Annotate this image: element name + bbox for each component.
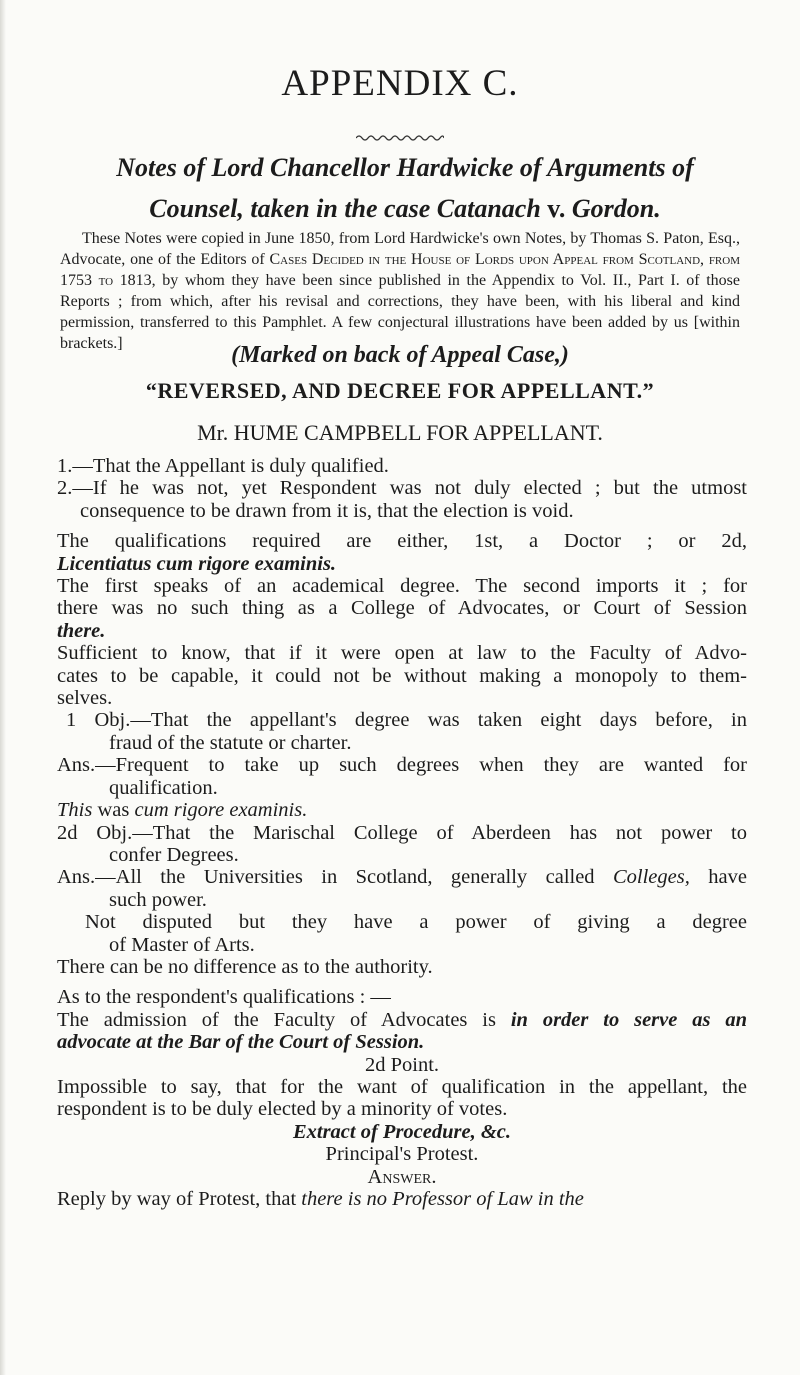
wavy-rule-ornament [356, 134, 444, 142]
text-plain: have [689, 866, 747, 889]
reversed-decree: “REVERSED, AND DECREE FOR APPELLANT.” [145, 378, 655, 403]
text-plain: Reply by way of Protest, that [57, 1188, 302, 1210]
text-line: Impossible to say, that for the want of qualification in the appellant, the [57, 1075, 747, 1098]
text-line: The first speaks of an academical degree. The second imports it ; for [57, 575, 747, 598]
document-heading [60, 147, 750, 229]
counsel-heading [0, 420, 800, 446]
text-line: there was no such thing as a College of Advocates, or Court of Session [57, 597, 747, 620]
text-line: The qualifications required are either, 1st, a Doctor ; or 2d, [57, 530, 747, 553]
text-plain: The admission of the Faculty of Advocates is [57, 1008, 511, 1031]
text-line [57, 866, 747, 888]
text-line [57, 1188, 747, 1210]
marked-note: (Marked on back of Appeal Case,) [231, 342, 569, 368]
text-italic: cum rigore examinis. [134, 799, 308, 822]
heading-line-1: Notes of Lord Chancellor Hardwicke of Arguments of [116, 153, 694, 182]
text-line: respondent is to be duly elected by a minority of votes. [57, 1098, 508, 1121]
text-line: Licentiatus cum rigore examinis. [57, 552, 337, 575]
intro-text-smallcaps: Cases Decided in the House of Lords upon Appeal from Scotland, from 1753 to 1813, [60, 251, 740, 289]
text-line [57, 1009, 747, 1031]
heading-line-2b: Gordon. [565, 194, 661, 223]
text-line [57, 799, 747, 821]
intro-paragraph [60, 228, 740, 354]
page-title: APPENDIX C. [281, 63, 519, 104]
text-line: 2d Obj.—That the Marischal College of Aberdeen has not power to [57, 821, 747, 844]
text-line: of Master of Arts. [109, 933, 255, 956]
text-line: As to the respondent's qualifications : — [57, 986, 391, 1009]
text-line: Sufficient to know, that if it were open at law to the Faculty of Advo- [57, 642, 747, 665]
text-line: 2.—If he was not, yet Respondent was not duly elected ; but the utmost [57, 477, 747, 500]
text-italic: This [57, 799, 93, 822]
intro-text-a: These Notes were copied in June 1850, from Lord Hardwicke's own Notes, by Thomas S. Paton, Esq., Advocate, one of the Editors of [60, 230, 740, 268]
heading-line-2a: Counsel, taken in the case Catanach [149, 194, 548, 223]
text-line: 1.—That the Appellant is duly qualified. [57, 455, 389, 477]
counsel-name: HUME CAMPBELL FOR APPELLANT. [233, 420, 603, 445]
text-line: Answer. [367, 1165, 437, 1188]
text-line: Ans.—Frequent to take up such degrees when they are wanted for [57, 754, 747, 777]
counsel-title: Mr. [197, 420, 234, 445]
text-line: such power. [109, 888, 207, 911]
text-line: Extract of Procedure, &c. [292, 1120, 512, 1143]
page-edge-shadow [0, 0, 6, 1375]
text-line: confer Degrees. [109, 843, 239, 866]
text-plain: was [92, 799, 135, 822]
text-line: There can be no difference as to the authority. [57, 955, 433, 978]
text-line: cates to be capable, it could not be without making a monopoly to them- [57, 664, 747, 687]
text-line: selves. [57, 687, 113, 710]
text-line: advocate at the Bar of the Court of Session. [57, 1031, 425, 1054]
text-line: fraud of the statute or charter. [109, 731, 352, 754]
text-line: Principal's Protest. [325, 1143, 479, 1166]
text-italic: there is no Professor of Law in the [301, 1188, 584, 1210]
text-line: qualification. [109, 776, 218, 799]
text-italic: in order to serve as an [510, 1008, 747, 1031]
intro-text-b: by whom they have been since published in the Appendix to Vol. II., Part I. of those Reports ; from which, after his revisal and corrections, they have been, with his liberal and kind permission, transferred to this Pamphlet. A few conjectural illustrations have been added by us [within brackets.] [60, 272, 740, 352]
text-plain: Ans.—All the Universities in Scotland, generally called [57, 866, 613, 889]
notes-body [57, 455, 747, 1210]
text-line: there. [57, 619, 106, 642]
text-line: 1 Obj.—That the appellant's degree was taken eight days before, in [66, 709, 747, 732]
text-line: Not disputed but they have a power of giving a degree [85, 911, 747, 934]
text-italic: Colleges, [612, 866, 690, 889]
text-line: consequence to be drawn from it is, that the election is void. [80, 499, 574, 522]
text-line: 2d Point. [364, 1053, 440, 1076]
heading-line-2-versus: v. [547, 194, 566, 223]
